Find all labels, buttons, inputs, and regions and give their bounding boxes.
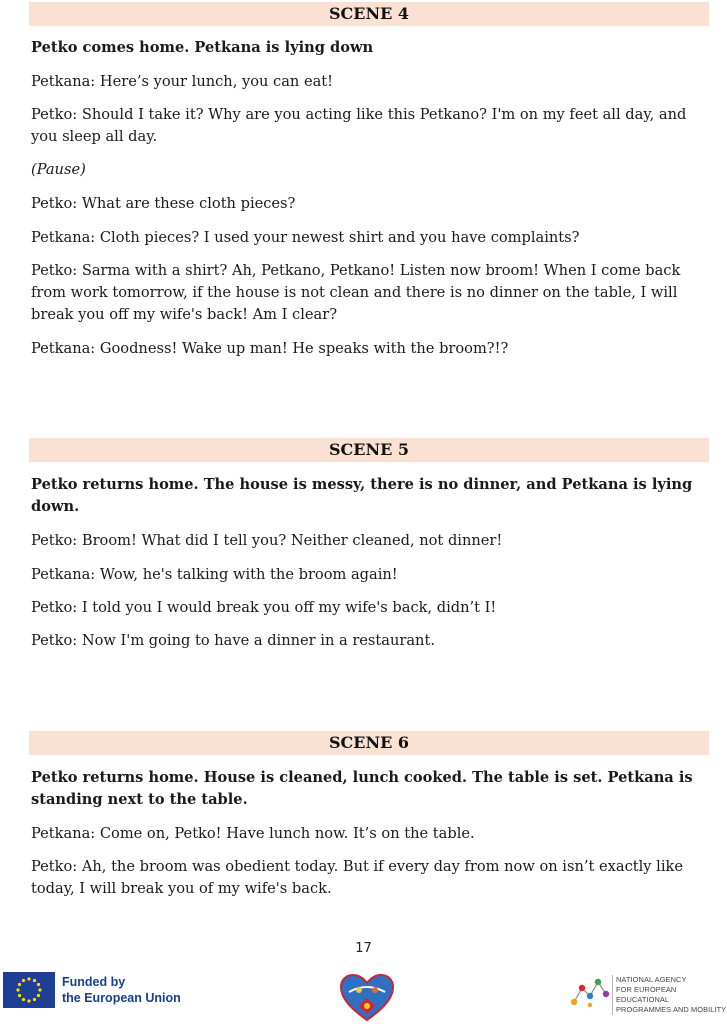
scene-4-heading: SCENE 4 [29, 2, 709, 26]
national-agency-name [612, 975, 727, 1015]
dialogue-line: Petkana: Cloth pieces? I used your newest shirt and you have complaints? [31, 229, 580, 246]
agency-line-2: FOR EUROPEAN EDUCATIONAL [616, 985, 677, 1004]
stage-pause: (Pause) [31, 161, 86, 178]
national-agency-logo [570, 974, 610, 1008]
agency-line-3: PROGRAMMES AND MOBILITY [616, 1005, 727, 1014]
eu-line-2: the European Union [62, 991, 181, 1005]
agency-line-1: NATIONAL AGENCY [616, 975, 687, 984]
eu-funding-statement [62, 974, 222, 1006]
dialogue-line: Petko: Broom! What did I tell you? Neither cleaned, not dinner! [31, 532, 503, 549]
page-number: 17 [355, 941, 372, 956]
dialogue-line: Petkana: Goodness! Wake up man! He speaks with the broom?!? [31, 340, 509, 357]
dialogue-line: Petko: What are these cloth pieces? [31, 195, 296, 212]
scene-5-stage-direction: Petko returns home. The house is messy, there is no dinner, and Petkana is lying down. [31, 476, 693, 515]
dialogue-line: Petko: I told you I would break you off my wife's back, didn’t I! [31, 599, 497, 616]
dialogue-line: Petko: Sarma with a shirt? Ah, Petkano, Petkano! Listen now broom! When I come back from work tomorrow, if the house is not clean and there is no dinner on the table, I will break you off my wife's back! Am I clear? [31, 262, 681, 323]
dialogue-line: Petko: Ah, the broom was obedient today. But if every day from now on isn’t exactly like today, I will break you of my wife's back. [31, 858, 683, 897]
project-heart-logo [337, 968, 397, 1022]
dialogue-line: Petkana: Wow, he's talking with the broom again! [31, 566, 398, 583]
dialogue-line: Petkana: Come on, Petko! Have lunch now. It’s on the table. [31, 825, 475, 842]
dialogue-line: Petkana: Here’s your lunch, you can eat! [31, 73, 334, 90]
scene-6-stage-direction: Petko returns home. House is cleaned, lunch cooked. The table is set. Petkana is standing next to the table. [31, 769, 693, 808]
dialogue-line: Petko: Should I take it? Why are you acting like this Petkano? I'm on my feet all day, and you sleep all day. [31, 106, 687, 145]
scene-4-stage-direction: Petko comes home. Petkana is lying down [31, 39, 374, 56]
scene-6-heading: SCENE 6 [29, 731, 709, 755]
scene-5-heading: SCENE 5 [29, 438, 709, 462]
dialogue-line: Petko: Now I'm going to have a dinner in a restaurant. [31, 632, 435, 649]
eu-line-1: Funded by [62, 975, 126, 989]
eu-flag-logo [3, 972, 55, 1008]
